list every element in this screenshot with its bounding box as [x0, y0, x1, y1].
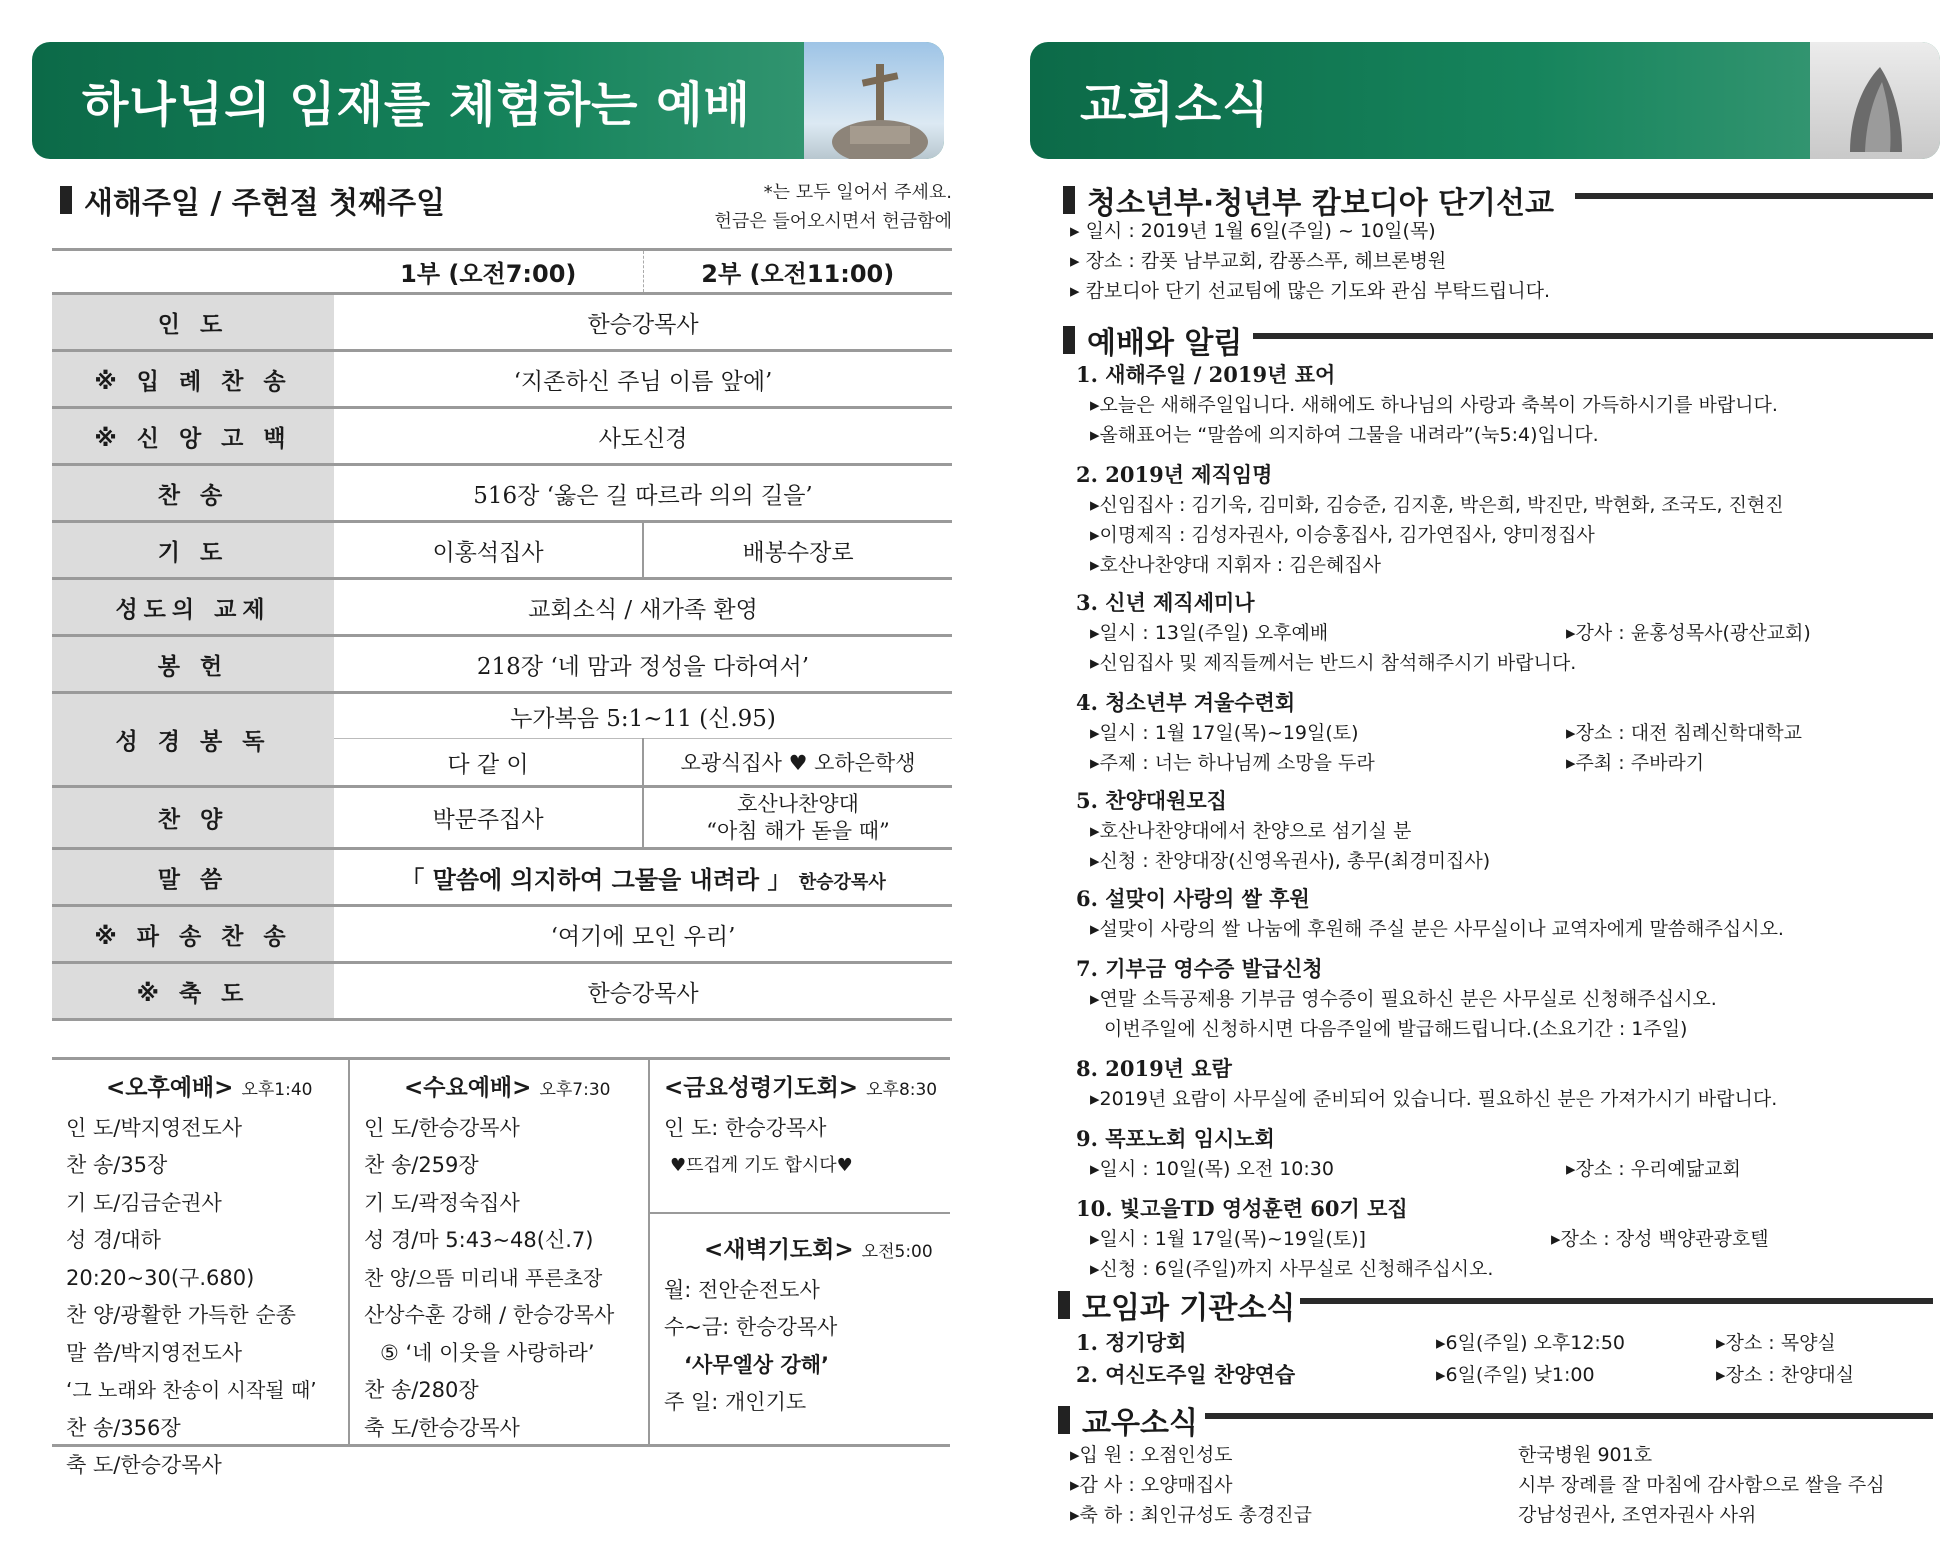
- table-row: 말 씀 「 말씀에 의지하여 그물을 내려라 」 한승강목사: [52, 849, 952, 906]
- table-row: 기 도 이홍석집사 배봉수장로: [52, 522, 952, 579]
- friday-service: <금요성령기도회> 오후8:30 인 도: 한승강목사 ♥뜨겁게 기도 합시다♥: [664, 1075, 938, 1176]
- praying-hands-image: [1810, 42, 1940, 159]
- table-row: ※ 신 앙 고 백 사도신경: [52, 408, 952, 465]
- table-row: 성도의 교제 교회소식 / 새가족 환영: [52, 579, 952, 636]
- news-banner: [1030, 42, 1940, 159]
- table-row: 인 도 한승강목사: [52, 294, 952, 351]
- meeting-heading: 모임과 기관소식: [1058, 1283, 1295, 1327]
- dawn-service: <새벽기도회> 오전5:00 월: 전안순전도사 수~금: 한승강목사 ‘사무엘상 강해’ 주 일: 개인기도: [664, 1237, 933, 1414]
- mission-heading: 청소년부·청년부 캄보디아 단기선교: [1063, 178, 1554, 222]
- afternoon-service: <오후예배> 오후1:40 인 도/박지영전도사 찬 송/35장 기 도/김금순권사 성 경/대하 20:20~30(구.680) 찬 양/광활한 가득한 순종 말 씀/박지영전도사 ‘그 노래와 찬송이 시작될 때’ 찬 송/356장 축 도/한승강목사: [66, 1075, 317, 1477]
- table-row: 찬 양 박문주집사 호산나찬양대 “아침 해가 돋을 때”: [52, 787, 952, 849]
- worship-banner-title: 하나님의 임재를 체험하는 예배: [82, 77, 751, 133]
- meeting-list: 1. 정기당회 ▸6일(주일) 오후12:50 ▸장소 : 목양실 2. 여신도주일 찬양연습 ▸6일(주일) 낮1:00 ▸장소 : 찬양대실: [1076, 1330, 1855, 1387]
- members-heading: 교우소식: [1058, 1398, 1198, 1442]
- worship-order-table: [52, 248, 952, 1021]
- cross-tower-image: [804, 42, 944, 159]
- wednesday-service: <수요예배> 오후7:30 인 도/한승강목사 찬 송/259장 기 도/곽정숙집사 성 경/마 5:43~48(신.7) 찬 양/으뜸 미리내 푸른초장 산상수훈 강해 / 한승강목사 ⑤ ‘네 이웃을 사랑하라’ 찬 송/280장 축 도/한승강목사: [364, 1075, 615, 1440]
- worship-heading: 새해주일 / 주현절 첫째주일: [60, 178, 445, 222]
- worship-banner: [32, 42, 944, 159]
- mission-details: ▸ 일시 : 2019년 1월 6일(주일) ~ 10일(목) ▸ 장소 : 캄폿 남부교회, 캄퐁스푸, 헤브론병원 ▸ 캄보디아 단기 선교팀에 많은 기도와 관심 부탁드립니다.: [1070, 220, 1550, 302]
- other-services: [52, 1057, 950, 1477]
- members-list: ▸입 원 : 오점인성도 한국병원 901호 ▸감 사 : 오양매집사 시부 장례를 잘 마침에 감사함으로 쌀을 주심 ▸축 하 : 최인규성도 총경진급 강남성권사, 조연자권사 사위: [1070, 1444, 1885, 1526]
- table-row: ※ 파 송 찬 송 ‘여기에 모인 우리’: [52, 906, 952, 963]
- service-2-header: 2부 (오전11:00): [643, 250, 952, 294]
- table-row: 다 같 이 오광식집사 ♥ 오하은학생: [52, 739, 952, 787]
- table-row: 찬 송 516장 ‘옳은 길 따르라 의의 길을’: [52, 465, 952, 522]
- table-row: ※ 입 례 찬 송 ‘지존하신 주님 이름 앞에’: [52, 351, 952, 408]
- notice-heading: 예배와 알림: [1063, 318, 1242, 362]
- worship-notes: *는 모두 일어서 주세요. 헌금은 들어오시면서 헌금함에: [714, 182, 952, 232]
- news-banner-title: 교회소식: [1080, 77, 1270, 133]
- table-row: 봉 헌 218장 ‘네 맘과 정성을 다하여서’: [52, 636, 952, 693]
- table-row: ※ 축 도 한승강목사: [52, 963, 952, 1020]
- service-1-header: 1부 (오전7:00): [334, 250, 643, 294]
- table-header-row: [52, 250, 952, 294]
- table-row: 성 경 봉 독 누가복음 5:1~11 (신.95): [52, 693, 952, 739]
